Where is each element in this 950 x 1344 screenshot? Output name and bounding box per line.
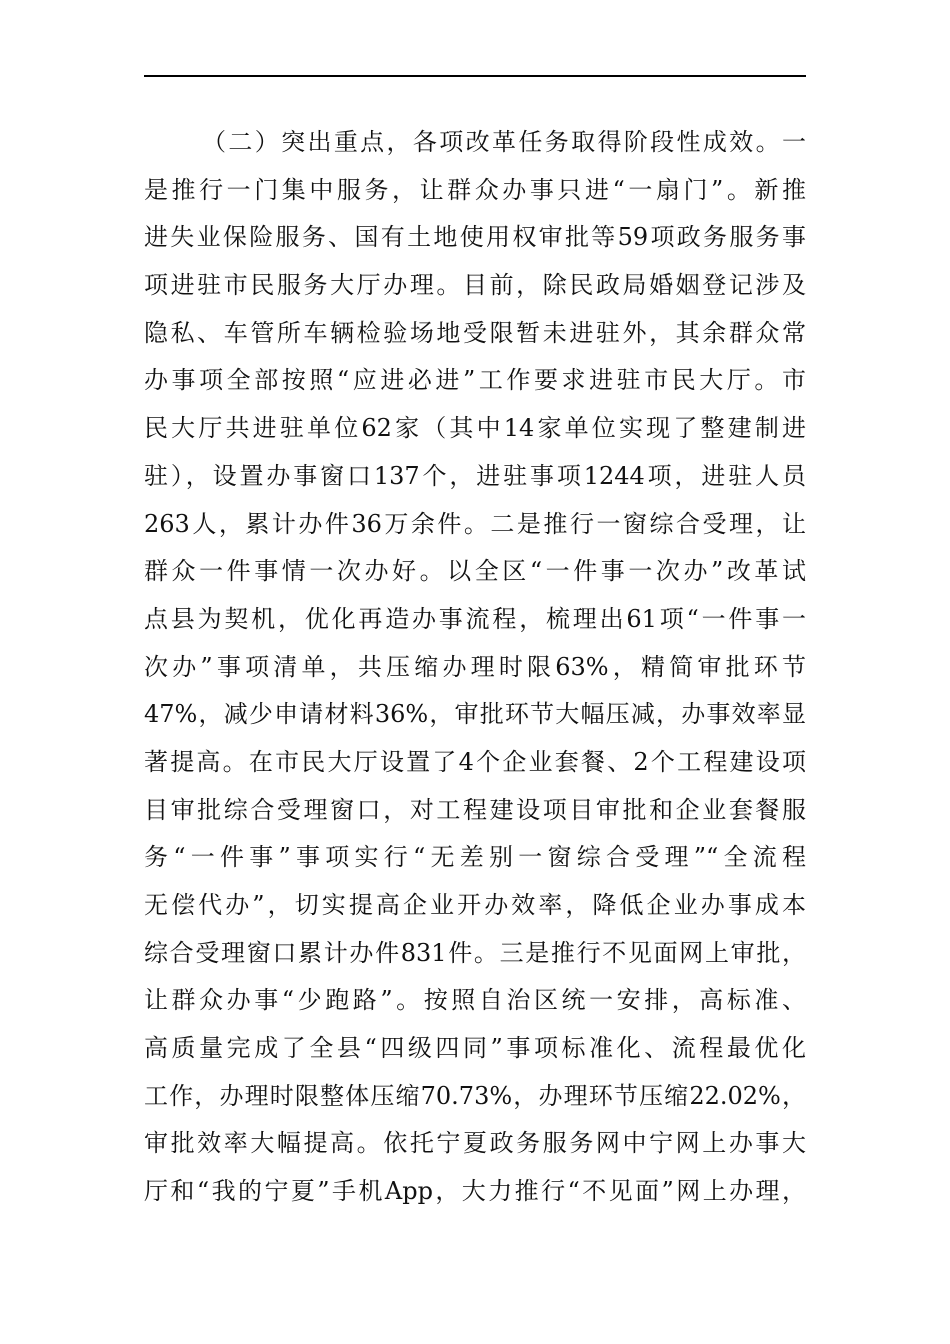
text-line: 工作，办理时限整体压缩70.73%，办理环节压缩22.02%，	[144, 1081, 806, 1110]
text-line: 综合受理窗口累计办件831件。三是推行不见面网上审批，	[144, 938, 806, 967]
text-line: 让群众办事“少跑路”。按照自治区统一安排，高标准、	[144, 986, 806, 1015]
text-line: 无偿代办”，切实提高企业开办效率，降低企业办事成本	[144, 891, 806, 919]
text-line: 47%，减少申请材料36%，审批环节大幅压减，办事效率显	[144, 700, 806, 729]
text-line: 审批效率大幅提高。依托宁夏政务服务网中宁网上办事大	[144, 1129, 806, 1158]
text-line: 民大厅共进驻单位62家（其中14家单位实现了整建制进	[144, 414, 806, 443]
text-line: 群众一件事情一次办好。以全区“一件事一次办”改革试	[144, 557, 806, 586]
text-line: 次办”事项清单，共压缩办理时限63%，精简审批环节	[144, 652, 806, 681]
text-line: 点县为契机，优化再造办事流程，梳理出61项“一件事一	[144, 604, 806, 633]
text-line: 高质量完成了全县“四级四同”事项标准化、流程最优化	[144, 1034, 806, 1063]
text-line: 隐私、车管所车辆检验场地受限暂未进驻外，其余群众常	[144, 318, 806, 347]
text-line: 项进驻市民服务大厅办理。目前，除民政局婚姻登记涉及	[144, 271, 806, 300]
text-line: 驻），设置办事窗口137个，进驻事项1244项，进驻人员	[144, 461, 806, 490]
text-line: 是推行一门集中服务，让群众办事只进“一扇门”。新推	[144, 175, 806, 204]
text-line: 办事项全部按照“应进必进”工作要求进驻市民大厅。市	[144, 366, 806, 395]
text-line: 著提高。在市民大厅设置了4个企业套餐、2个工程建设项	[144, 747, 806, 776]
text-line: 目审批综合受理窗口，对工程建设项目审批和企业套餐服	[144, 795, 806, 824]
text-line: 263人，累计办件36万余件。二是推行一窗综合受理，让	[144, 509, 806, 538]
text-line: 务“一件事”事项实行“无差别一窗综合受理”“全流程	[144, 843, 806, 872]
body-paragraph	[144, 119, 806, 1216]
text-line: （二）突出重点，各项改革任务取得阶段性成效。一	[202, 128, 806, 156]
header-rule	[144, 75, 806, 77]
text-line: 厅和“我的宁夏”手机App，大力推行“不见面”网上办理，	[144, 1177, 806, 1206]
text-line: 进失业保险服务、国有土地使用权审批等59项政务服务事	[144, 223, 806, 252]
